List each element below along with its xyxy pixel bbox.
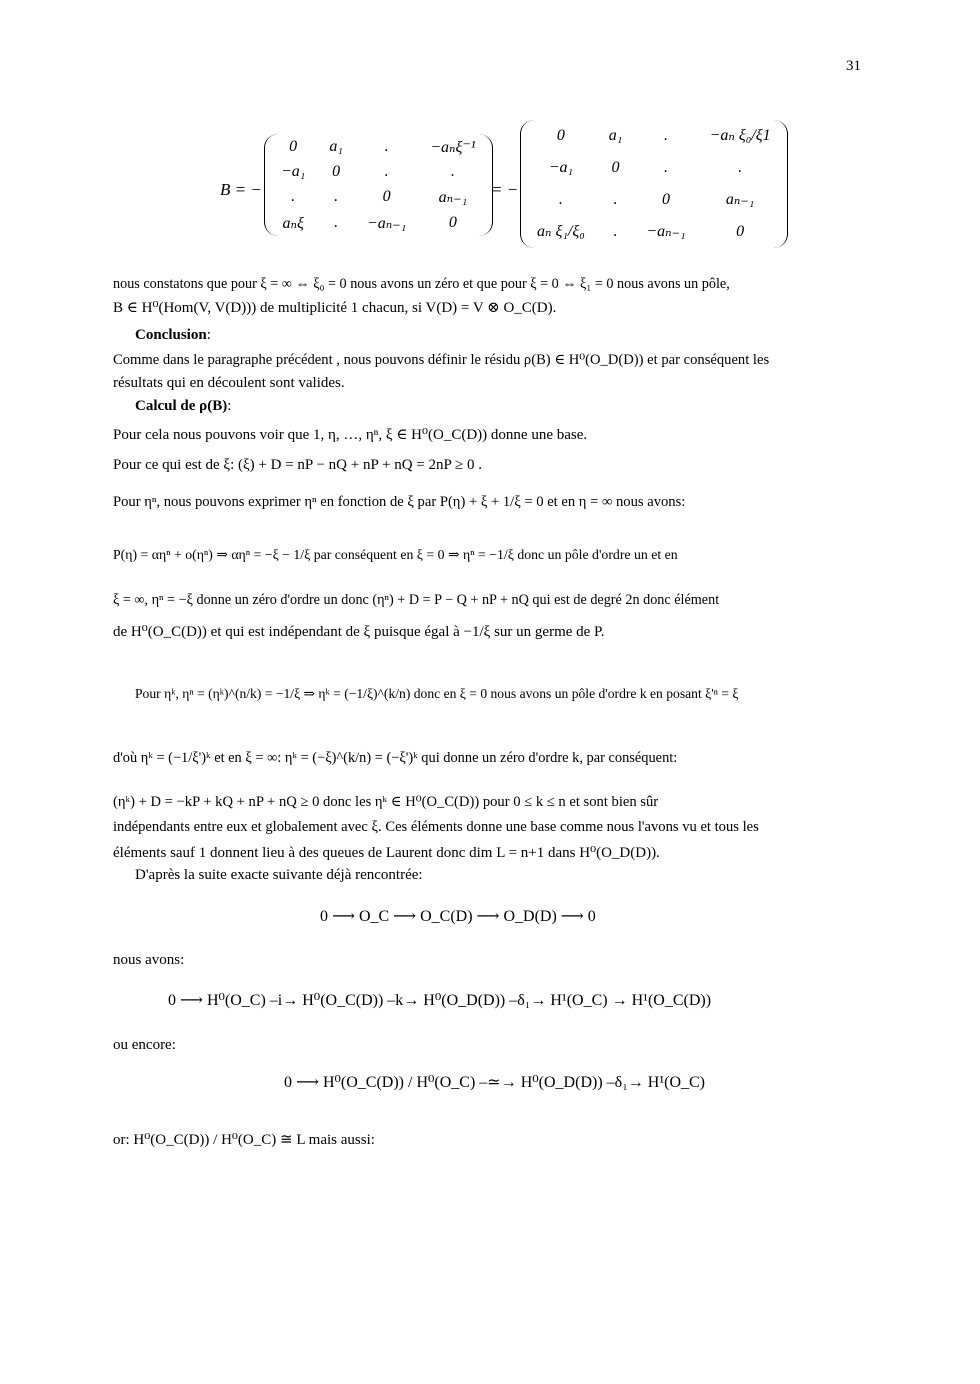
- text-line-5: ξ = ∞, ηⁿ = −ξ donne un zéro d'ordre un donc (ηⁿ) + D = P − Q + nP + nQ qui est de degré 2n donc élément: [113, 592, 720, 608]
- matrix2-row: [525, 216, 783, 248]
- conclusion-colon: :: [206, 327, 211, 343]
- matrix1-row: [269, 210, 488, 236]
- text-line-7: Pour ηᵏ, ηⁿ = (ηᵏ)^(n/k) = −1/ξ ⇒ ηᵏ = (−1/ξ)^(k/n) donc en ξ = 0 nous avons un pôle d'ordre k en posant ξ'ⁿ = ξ: [135, 686, 739, 701]
- exact-sequence-1: 0 ⟶ O_C ⟶ O_C(D) ⟶ O_D(D) ⟶ 0: [320, 908, 596, 925]
- matrix-equals: = −: [491, 180, 519, 199]
- text-line-p2b: résultats qui en découlent sont valides.: [113, 375, 345, 391]
- matrix2-row: [525, 184, 783, 216]
- text-line-8: d'où ηᵏ = (−1/ξ')ᵏ et en ξ = ∞: ηᵏ = (−ξ)^(k/n) = (−ξ')ᵏ qui donne un zéro d'ordre k, par conséquent:: [113, 750, 678, 766]
- page-number: 31: [846, 58, 861, 74]
- calc-heading: [135, 396, 889, 416]
- matrix2-cell: −aₙ ξ₀/ξ1: [709, 127, 771, 144]
- text-line-1: Pour cela nous pouvons voir que 1, η, …, ηⁿ, ξ ∈ H⁰(O_C(D)) donne une base.: [113, 427, 588, 443]
- matrix1-cell: .: [384, 163, 389, 180]
- matrix1-cell: .: [384, 138, 389, 155]
- matrix2-cell: .: [663, 159, 668, 176]
- matrix2-cell: a₁: [608, 127, 623, 144]
- matrix2-cell: −a₁: [548, 159, 574, 176]
- text-line-11: éléments sauf 1 donnent lieu à des queues de Laurent donc dim L = n+1 dans H⁰(O_D(D)).: [113, 845, 660, 861]
- matrix2-row: [525, 120, 783, 152]
- matrix1-cell: a₁: [329, 138, 343, 155]
- conclusion-heading: [135, 325, 889, 345]
- text-line-15: or: H⁰(O_C(D)) / H⁰(O_C) ≅ L mais aussi:: [113, 1132, 375, 1148]
- matrix-table-2: [525, 120, 783, 248]
- matrix-table-1: [269, 134, 488, 236]
- matrix1-cell: aₙξ: [282, 215, 304, 232]
- text-line-p1a: nous constatons que pour ξ = ∞ ⇔ ξ₀ = 0 nous avons un zéro et que pour ξ = 0 ⇔ ξ₁ = 0 nous avons un pôle,: [113, 276, 730, 292]
- text-line-6: de H⁰(O_C(D)) et qui est indépendant de ξ puisque égal à −1/ξ sur un germe de P.: [113, 624, 605, 640]
- text-line-13: nous avons:: [113, 952, 185, 968]
- matrix2-cell: .: [613, 191, 618, 208]
- matrix2-cell: .: [738, 159, 743, 176]
- matrix2-cell: 0: [611, 159, 620, 176]
- matrix1-cell: −a₁: [281, 163, 306, 180]
- matrix1-cell: −aₙ₋₁: [366, 215, 407, 232]
- matrix2-cell: .: [613, 223, 618, 240]
- conclusion-title: Conclusion: [135, 327, 207, 343]
- text-line-3: Pour ηⁿ, nous pouvons exprimer ηⁿ en fonction de ξ par P(η) + ξ + 1/ξ = 0 et en η = ∞ nous avons:: [113, 494, 686, 510]
- text-line-p1b: B ∈ H⁰(Hom(V, V(D))) de multiplicité 1 chacun, si V(D) = V ⊗ O_C(D).: [113, 300, 557, 316]
- text-line-p2a: Comme dans le paragraphe précédent , nous pouvons définir le résidu ρ(B) ∈ H⁰(O_D(D)) et par conséquent les: [113, 352, 770, 368]
- matrix2-cell: 0: [736, 223, 745, 240]
- matrix1-cell: 0: [289, 138, 298, 155]
- exact-sequence-2: 0 ⟶ H⁰(O_C) –i→ H⁰(O_C(D)) –k→ H⁰(O_D(D)) –δ₁→ H¹(O_C) → H¹(O_C(D)): [168, 992, 712, 1009]
- matrix2-cell: 0: [556, 127, 565, 144]
- calc-title: Calcul de ρ(B): [135, 398, 228, 414]
- matrix2-cell: 0: [661, 191, 670, 208]
- matrix2-cell: −aₙ₋₁: [646, 223, 686, 240]
- text-line-10: indépendants entre eux et globalement avec ξ. Ces éléments donne une base comme nous l'avons vu et tous les: [113, 819, 759, 835]
- matrix2-cell: aₙ ξ₁/ξ₀: [537, 223, 585, 240]
- matrix1-cell: aₙ₋₁: [438, 189, 468, 206]
- matrix-left: [264, 134, 493, 236]
- matrix1-row: [269, 134, 488, 160]
- matrix1-cell: 0: [382, 188, 391, 205]
- matrix-lhs: B = −: [220, 180, 262, 199]
- matrix2-cell: aₙ₋₁: [725, 191, 755, 208]
- exact-sequence-3: 0 ⟶ H⁰(O_C(D)) / H⁰(O_C) –≃→ H⁰(O_D(D)) –δ₁→ H¹(O_C): [284, 1074, 705, 1091]
- matrix1-cell: −aₙξ⁻¹: [430, 139, 476, 156]
- calc-colon: :: [227, 398, 232, 414]
- matrix1-cell: .: [334, 214, 339, 231]
- text-line-14: ou encore:: [113, 1037, 176, 1053]
- text-line-9: (ηᵏ) + D = −kP + kQ + nP + nQ ≥ 0 donc les ηᵏ ∈ H⁰(O_C(D)) pour 0 ≤ k ≤ n et sont bien sûr: [113, 794, 659, 810]
- matrix1-row: [269, 160, 488, 184]
- matrix1-cell: .: [334, 188, 339, 205]
- text-line-2: Pour ce qui est de ξ: (ξ) + D = nP − nQ + nP + nQ = 2nP ≥ 0 .: [113, 457, 483, 473]
- matrix-right: [520, 120, 788, 248]
- matrix1-cell: 0: [332, 163, 341, 180]
- matrix2-row: [525, 152, 783, 184]
- matrix2-cell: .: [663, 127, 668, 144]
- matrix1-row: [269, 184, 488, 210]
- matrix1-cell: .: [291, 188, 296, 205]
- matrix2-cell: .: [558, 191, 563, 208]
- matrix1-cell: 0: [448, 214, 457, 231]
- text-line-12: D'après la suite exacte suivante déjà rencontrée:: [135, 867, 423, 883]
- matrix1-cell: .: [450, 163, 455, 180]
- text-line-4: P(η) = αηⁿ + o(ηⁿ) ⇒ αηⁿ = −ξ − 1/ξ par conséquent en ξ = 0 ⇒ ηⁿ = −1/ξ donc un pôle d'ordre un et en: [113, 547, 678, 562]
